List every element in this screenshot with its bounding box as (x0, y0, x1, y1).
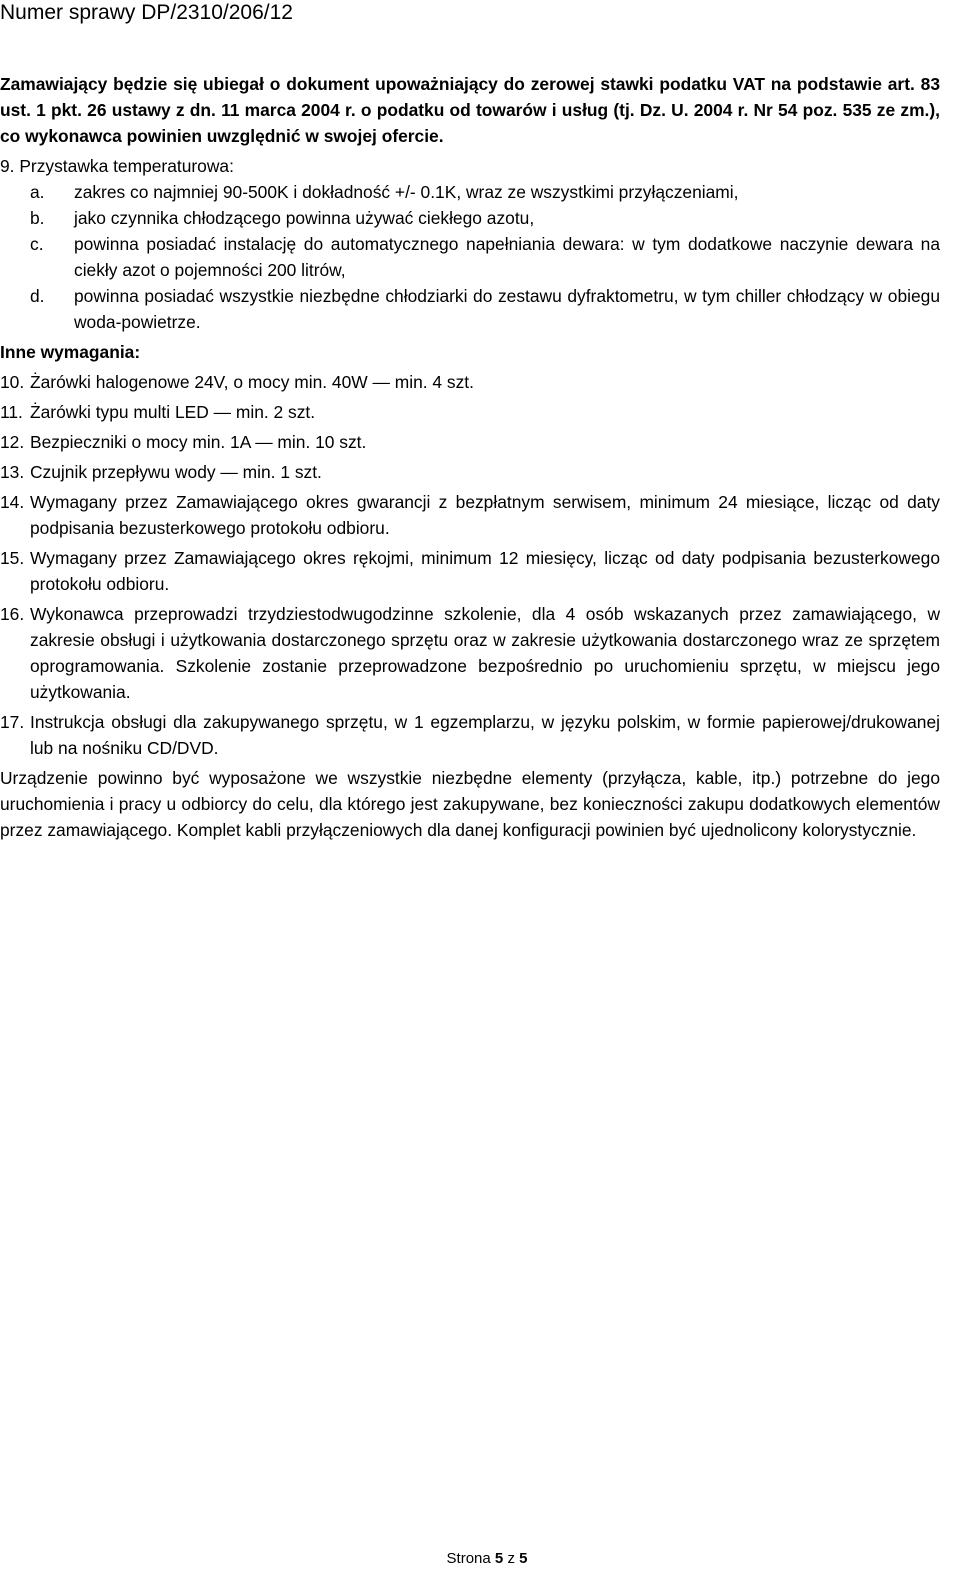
list-marker: 14. (0, 492, 25, 512)
list-item (30, 205, 940, 231)
list-marker: a. (30, 182, 45, 202)
list-text: jako czynnika chłodzącego powinna używać ciekłego azotu, (74, 208, 535, 228)
list-text: Wymagany przez Zamawiającego okres gwarancji z bezpłatnym serwisem, minimum 24 miesiące, licząc od daty podpisania bezusterkowego protokołu odbioru. (30, 492, 940, 538)
list-item (30, 231, 940, 283)
list-marker: 11. (0, 402, 23, 422)
other-requirements-heading: Inne wymagania: (0, 342, 141, 362)
list-marker: 13. (0, 462, 25, 482)
list-text: Żarówki typu multi LED — min. 2 szt. (30, 402, 316, 422)
vat-intro-paragraph: Zamawiający będzie się ubiegał o dokument upoważniający do zerowej stawki podatku VAT na podstawie art. 83 ust. 1 pkt. 26 ustawy z dn. 11 marca 2004 r. o podatku od towarów i usług (tj. Dz. U. 2004 r. Nr 54 poz. 535 ze zm.), co wykonawca powinien uwzględnić w swojej ofercie. (0, 74, 940, 146)
total-pages-number: 5 (519, 1550, 528, 1567)
list-item (0, 709, 940, 761)
list-item (0, 459, 940, 485)
list-text: zakres co najmniej 90-500K i dokładność +/- 0.1K, wraz ze wszystkimi przyłączeniami, (74, 182, 739, 202)
list-text: Wykonawca przeprowadzi trzydziestodwugodzinne szkolenie, dla 4 osób wskazanych przez zamawiającego, w zakresie obsługi i użytkowania dostarczonego sprzętu oraz w zakresie użytkowania dostarczonego wraz ze sprzętem oprogramowania. Szkolenie zostanie przeprowadzone bezpośrednio po uruchomieniu sprzętu, w miejscu jego użytkowania. (30, 604, 940, 702)
list-item (30, 283, 940, 335)
list-marker: d. (30, 286, 45, 306)
list-text: Wymagany przez Zamawiającego okres rękojmi, minimum 12 miesięcy, licząc od daty podpisania bezusterkowego protokołu odbioru. (30, 548, 940, 594)
list-item (0, 429, 940, 455)
list-item (0, 601, 940, 705)
list-item (0, 545, 940, 597)
section-9-list (0, 179, 940, 335)
list-marker: 17. (0, 712, 25, 732)
page-footer (0, 1550, 960, 1567)
list-text: Czujnik przepływu wody — min. 1 szt. (30, 462, 322, 482)
list-item (0, 399, 940, 425)
list-marker: c. (30, 234, 44, 254)
list-marker: 16. (0, 604, 25, 624)
list-text: Bezpieczniki o mocy min. 1A — min. 10 szt. (30, 432, 367, 452)
list-text: Żarówki halogenowe 24V, o mocy min. 40W — min. 4 szt. (30, 372, 474, 392)
list-marker: 12. (0, 432, 25, 452)
current-page-number: 5 (494, 1550, 504, 1567)
list-marker: 10. (0, 372, 25, 392)
footer-label: Strona (446, 1550, 491, 1567)
list-item (0, 489, 940, 541)
section-9-title: 9. Przystawka temperaturowa: (0, 156, 234, 176)
list-item (0, 369, 940, 395)
list-item (30, 179, 940, 205)
case-number-header: Numer sprawy DP/2310/206/12 (0, 1, 293, 24)
list-marker: b. (30, 208, 45, 228)
requirements-list (0, 369, 940, 761)
document-body (0, 71, 940, 843)
list-marker: 15. (0, 548, 25, 568)
footer-of: z (507, 1550, 515, 1567)
list-text: powinna posiadać wszystkie niezbędne chłodziarki do zestawu dyfraktometru, w tym chiller chłodzący w obiegu woda-powietrze. (74, 286, 940, 332)
list-text: powinna posiadać instalację do automatycznego napełniania dewara: w tym dodatkowe naczynie dewara na ciekły azot o pojemności 200 litrów, (74, 234, 940, 280)
list-text: Instrukcja obsługi dla zakupywanego sprzętu, w 1 egzemplarzu, w języku polskim, w formie papierowej/drukowanej lub na nośniku CD/DVD. (30, 712, 940, 758)
closing-paragraph: Urządzenie powinno być wyposażone we wszystkie niezbędne elementy (przyłącza, kable, itp.) potrzebne do jego uruchomienia i pracy u odbiorcy do celu, dla którego jest zakupywane, bez konieczności zakupu dodatkowych elementów przez zamawiającego. Komplet kabli przyłączeniowych dla danej konfiguracji powinien być ujednolicony kolorystycznie. (0, 768, 940, 840)
